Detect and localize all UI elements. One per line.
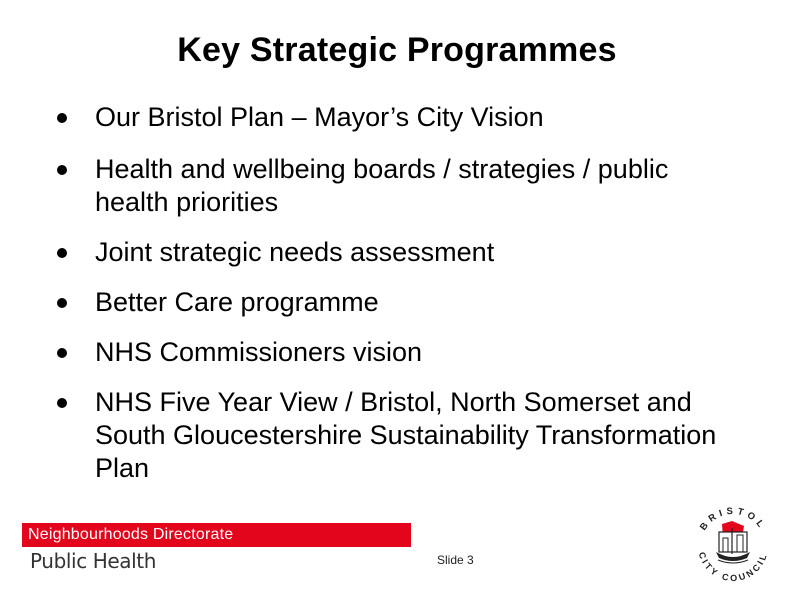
department-label: Public Health [30,549,157,573]
bullet-dot-icon [57,398,67,408]
bullet-text: Joint strategic needs assessment [95,237,495,267]
bullet-text: Health and wellbeing boards / strategies / public health priorities [95,154,669,217]
directorate-banner: Neighbourhoods Directorate [22,523,411,547]
bullet-dot-icon [57,348,67,358]
bullet-text: NHS Five Year View / Bristol, North Somerset and South Gloucestershire Sustainability Transformation Plan [95,387,717,483]
slide-number: Slide 3 [437,553,474,567]
bullet-dot-icon [57,113,67,123]
bullet-dot-icon [57,298,67,308]
bristol-crest-icon [716,521,750,563]
bullet-text: Our Bristol Plan – Mayor’s City Vision [95,102,544,132]
bullet-dot-icon [57,165,67,175]
bullet-text: Better Care programme [95,287,379,317]
bullet-text: NHS Commissioners vision [95,337,423,367]
logo-bottom-text: CITY COUNCIL [696,550,770,584]
bullet-dot-icon [57,248,67,258]
slide-title: Key Strategic Programmes [177,31,617,69]
svg-text:CITY COUNCIL [697,551,770,584]
logo-top-text: BRISTOL [697,505,769,533]
bristol-city-council-logo [692,502,774,588]
